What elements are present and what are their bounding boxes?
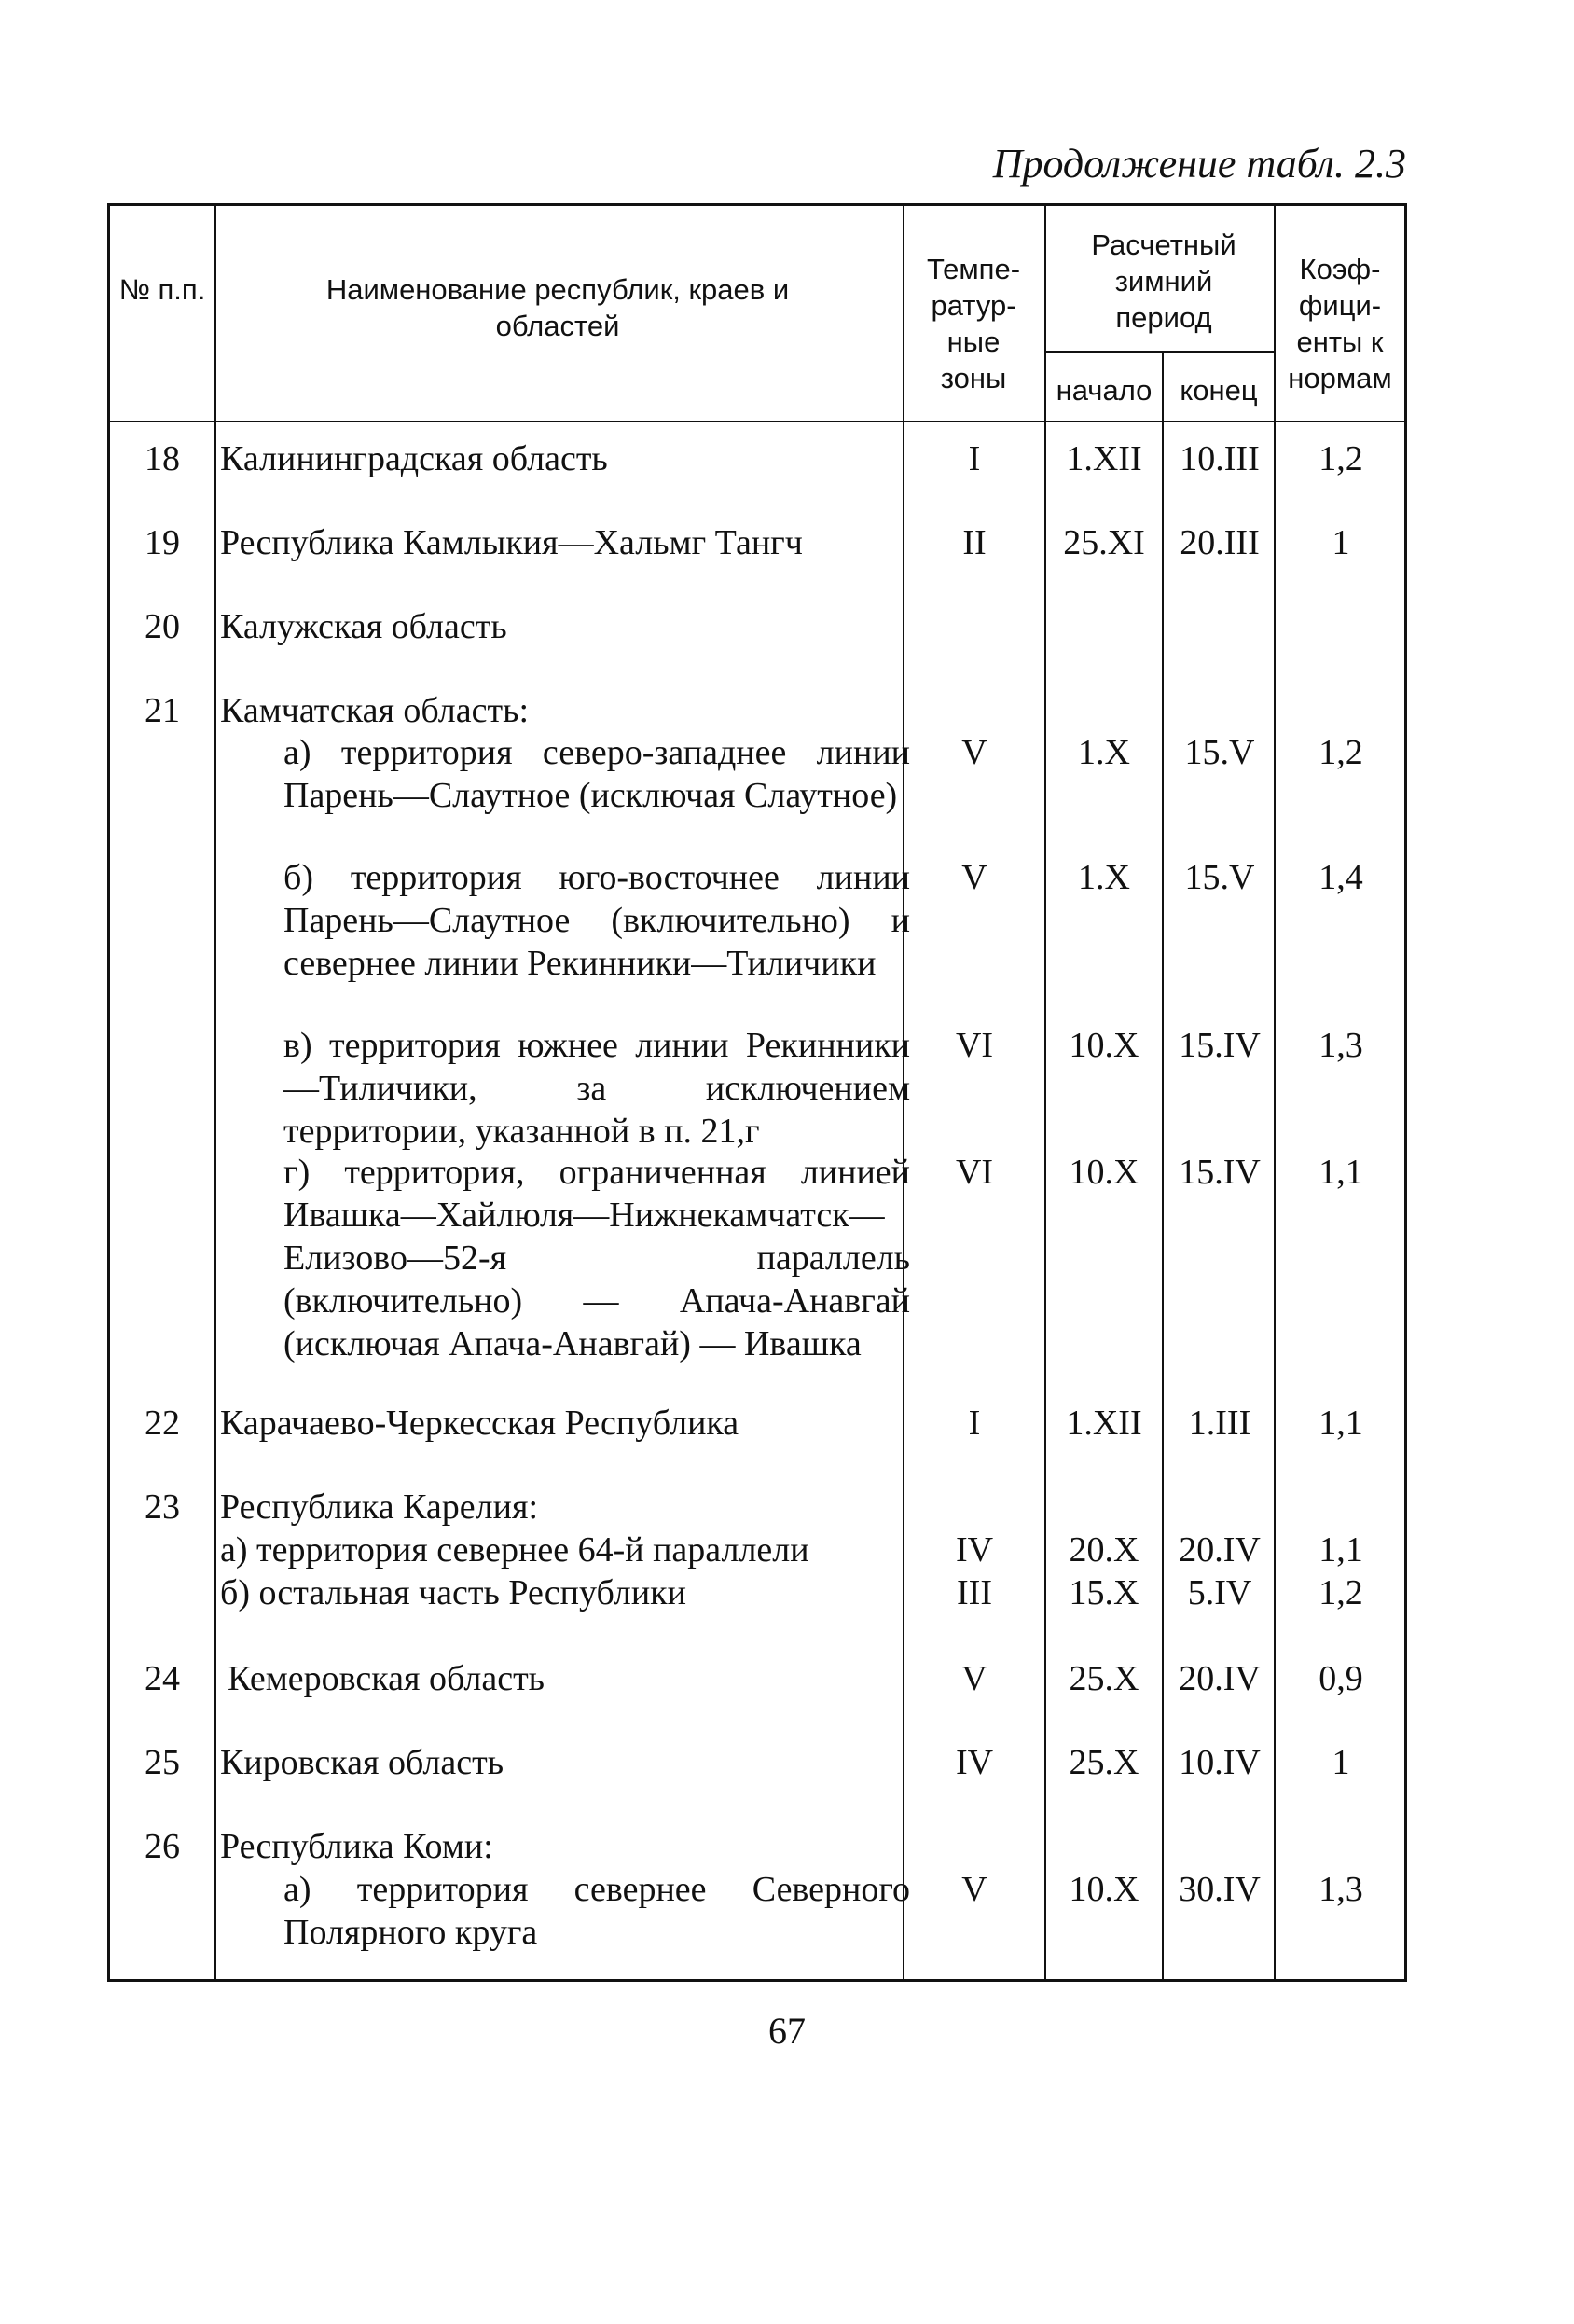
row-zone: VI [955,1026,994,1065]
row-zone: V [961,733,987,772]
row-coef: 0,9 [1319,1659,1363,1698]
header-divider [110,421,1404,422]
header-num: № п.п. [118,273,206,306]
row-end: 15.V [1184,733,1255,772]
row-num: 22 [145,1404,180,1443]
row-coef: 1,2 [1319,1573,1363,1612]
row-start: 15.X [1069,1573,1139,1612]
page-number: 67 [768,2010,806,2052]
row-name: Кировская область [220,1743,504,1782]
row-end: 10.III [1180,439,1260,478]
row-subitem: б) территория юго-восточнее линии Парень—Слаутное (включительно) и севернее линии Рекинники—Тиличики [283,858,910,983]
row-zone: V [961,1659,987,1698]
row-num: 26 [145,1827,180,1866]
header-zone: Темпе-ратур-ные зоны [926,253,1021,394]
row-zone: V [961,858,987,897]
row-coef: 1,3 [1319,1026,1363,1065]
row-start: 25.X [1069,1659,1139,1698]
row-coef: 1,1 [1319,1530,1363,1570]
row-subitem: а) территория северо-западнее линии Парень—Слаутное (исключая Слаутное) [283,733,910,815]
header-period: Расчетный зимний период [1091,228,1236,334]
row-name: Камчатская область: [220,691,529,730]
row-start: 25.X [1069,1743,1139,1782]
row-zone: VI [955,1153,994,1192]
row-name: Республика Коми: [220,1827,493,1866]
row-num: 19 [145,523,180,562]
row-end: 1.III [1188,1404,1251,1443]
header-end: конец [1180,374,1258,407]
header-coef: Коэф-фици-енты к нормам [1288,253,1392,394]
row-name: Калужская область [220,607,507,646]
row-num: 24 [145,1659,180,1698]
row-end: 15.IV [1179,1026,1261,1065]
subheader-divider [1044,351,1276,353]
row-start: 10.X [1069,1026,1139,1065]
row-subitem: а) территория севернее 64-й параллели [220,1530,809,1570]
row-num: 21 [145,691,180,730]
row-name: Кемеровская область [228,1659,545,1698]
row-start: 1.XII [1066,1404,1142,1443]
row-name: Республика Карелия: [220,1487,538,1527]
row-end: 5.IV [1187,1573,1252,1612]
row-zone: II [962,523,987,562]
row-coef: 1,2 [1319,733,1363,772]
table-caption: Продолжение табл. 2.3 [992,141,1406,187]
row-start: 10.X [1069,1870,1139,1909]
row-end: 30.IV [1179,1870,1261,1909]
row-subitem: в) территория южнее линии Рекинники—Тиличики, за исключением территории, указанной в п. 21,г [283,1026,910,1151]
row-zone: III [957,1573,992,1612]
row-start: 1.XII [1066,439,1142,478]
row-coef: 1,3 [1319,1870,1363,1909]
row-coef: 1,1 [1319,1153,1363,1192]
row-start: 25.XI [1063,523,1145,562]
row-name: Калининградская область [220,439,608,478]
row-num: 25 [145,1743,180,1782]
col-divider [214,206,216,1979]
row-coef: 1,1 [1319,1404,1363,1443]
header-start: начало [1056,374,1153,407]
row-subitem: а) территория севернее Северного Полярного круга [283,1870,910,1952]
row-coef: 1,4 [1319,858,1363,897]
row-end: 15.V [1184,858,1255,897]
row-name: Карачаево-Черкесская Республика [220,1404,739,1443]
row-num: 18 [145,439,180,478]
header-name: Наименование республик, краев и областей [325,273,790,342]
row-coef: 1 [1332,1743,1350,1782]
row-start: 10.X [1069,1153,1139,1192]
row-end: 10.IV [1179,1743,1261,1782]
row-zone: I [968,439,981,478]
row-end: 20.IV [1179,1530,1261,1570]
row-start: 1.X [1078,733,1130,772]
row-subitem: г) территория, ограниченная линией Ивашка—Хайлюля—Нижнекамчатск—Елизово—52-я параллель (включительно) — Апача-Анавгай (исключая Апача-Анавгай) — Ивашка [283,1153,910,1363]
row-zone: V [961,1870,987,1909]
row-coef: 1 [1332,523,1350,562]
row-start: 20.X [1069,1530,1139,1570]
row-zone: IV [955,1530,994,1570]
row-start: 1.X [1078,858,1130,897]
row-num: 20 [145,607,180,646]
row-end: 20.IV [1179,1659,1261,1698]
row-zone: I [968,1404,981,1443]
row-num: 23 [145,1487,180,1527]
row-end: 15.IV [1179,1153,1261,1192]
row-end: 20.III [1180,523,1260,562]
climate-table [107,203,1407,1982]
row-subitem: б) остальная часть Республики [220,1573,686,1612]
row-name: Республика Камлыкия—Хальмг Тангч [220,523,803,562]
row-zone: IV [955,1743,994,1782]
row-coef: 1,2 [1319,439,1363,478]
